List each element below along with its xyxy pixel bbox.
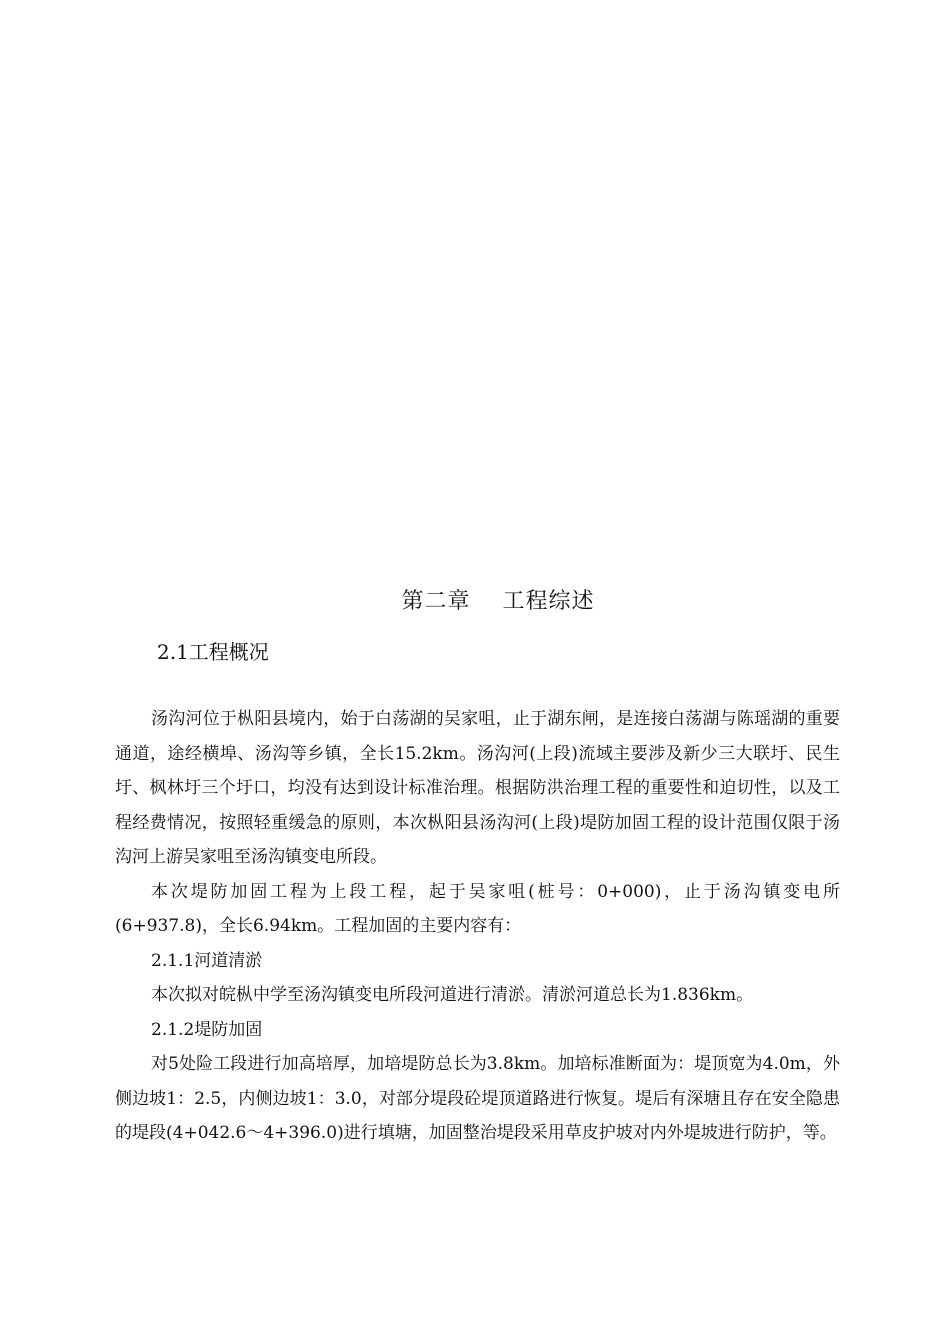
paragraph-dredging: 本次拟对皖枞中学至汤沟镇变电所段河道进行清淤。清淤河道总长为1.836km。 (151, 985, 754, 1005)
section-heading: 2.1工程概况 (157, 640, 269, 664)
document-body (115, 702, 840, 1151)
paragraph-overview: 汤沟河位于枞阳县境内，始于白荡湖的吴家咀，止于湖东闸，是连接白荡湖与陈瑶湖的重要通道，途经横埠、汤沟等乡镇，全长15.2km。汤沟河(上段)流域主要涉及新少三大联圩、民生圩、枫林圩三个圩口，均没有达到设计标准治理。根据防洪治理工程的重要性和迫切性，以及工程经费情况，按照轻重缓急的原则，本次枞阳县汤沟河(上段)堤防加固工程的设计范围仅限于汤沟河上游吴家咀至汤沟镇变电所段。 (115, 709, 840, 867)
subsection-heading-levee: 2.1.2堤防加固 (151, 1019, 263, 1040)
paragraph-levee: 对5处险工段进行加高培厚，加培堤防总长为3.8km。加培标准断面为：堤顶宽为4.0m，外侧边坡1：2.5，内侧边坡1：3.0，对部分堤段砼堤顶道路进行恢复。堤后有深塘且存在安全隐患的堤段(4+042.6～4+396.0)进行填塘，加固整治堤段采用草皮护坡对内外堤坡进行防护，等。 (115, 1054, 840, 1143)
chapter-title: 第二章 工程综述 (401, 589, 595, 614)
subsection-heading-dredging: 2.1.1河道清淤 (151, 950, 263, 971)
paragraph-scope: 本次堤防加固工程为上段工程，起于吴家咀(桩号：0+000)，止于汤沟镇变电所(6+937.8)，全长6.94km。工程加固的主要内容有： (115, 881, 840, 936)
